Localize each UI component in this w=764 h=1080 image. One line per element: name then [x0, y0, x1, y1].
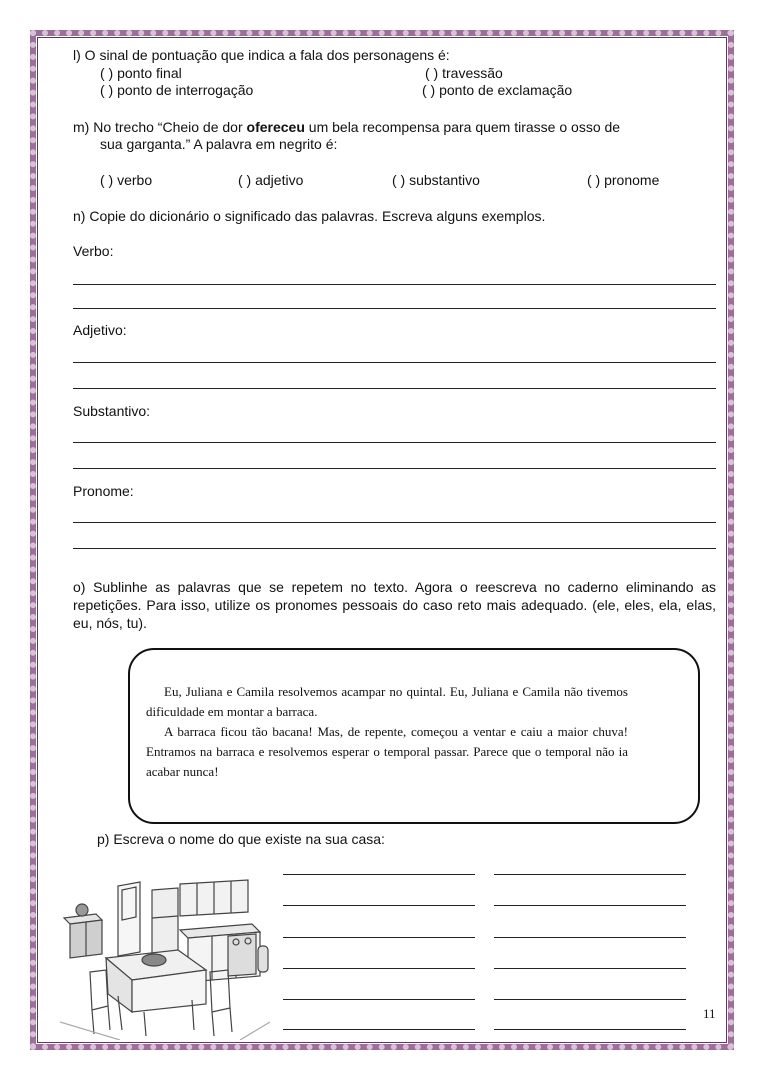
bold-word: ofereceu: [246, 119, 305, 135]
answer-blank[interactable]: [283, 968, 475, 969]
page-number: 11: [703, 1006, 716, 1021]
question-m: [73, 119, 716, 136]
option-substantivo[interactable]: ( ) substantivo: [392, 172, 480, 188]
writing-line[interactable]: [73, 468, 716, 469]
writing-line[interactable]: [73, 362, 716, 363]
option-ponto-interrogacao[interactable]: ( ) ponto de interrogação: [100, 82, 254, 98]
question-n: n) Copie do dicionário o significado das palavras. Escreva alguns exemplos.: [73, 208, 546, 224]
writing-line[interactable]: [73, 548, 716, 549]
answer-blank[interactable]: [494, 905, 686, 906]
answer-blank[interactable]: [494, 1029, 686, 1030]
question-m-line2: sua garganta.” A palavra em negrito é:: [100, 136, 338, 152]
label-substantivo: Substantivo:: [73, 403, 151, 419]
label-verbo: Verbo:: [73, 243, 114, 259]
writing-line[interactable]: [73, 388, 716, 389]
label-adjetivo: Adjetivo:: [73, 322, 127, 338]
option-verbo[interactable]: ( ) verbo: [100, 172, 153, 188]
story-paragraph-1: Eu, Juliana e Camila resolvemos acampar no quintal. Eu, Juliana e Camila não tivemos dificuldade em montar a barraca.: [146, 684, 628, 719]
writing-line[interactable]: [73, 284, 716, 285]
answer-blank[interactable]: [283, 999, 475, 1000]
answer-blank[interactable]: [283, 905, 475, 906]
story-text: [146, 682, 628, 782]
answer-blank[interactable]: [283, 1029, 475, 1030]
answer-blank[interactable]: [283, 937, 475, 938]
writing-line[interactable]: [73, 308, 716, 309]
option-pronome[interactable]: ( ) pronome: [587, 172, 660, 188]
option-ponto-final[interactable]: ( ) ponto final: [100, 65, 182, 81]
answer-blank[interactable]: [494, 937, 686, 938]
answer-blank[interactable]: [494, 968, 686, 969]
label-pronome: Pronome:: [73, 483, 134, 499]
question-m-text-after: um bela recompensa para quem tirasse o osso de: [304, 119, 621, 135]
question-m-text-before: m) No trecho “Cheio de dor: [73, 119, 247, 135]
writing-line[interactable]: [73, 442, 716, 443]
option-ponto-exclamacao[interactable]: ( ) ponto de exclamação: [422, 82, 573, 98]
kitchen-illustration: [60, 872, 270, 1040]
option-adjetivo[interactable]: ( ) adjetivo: [238, 172, 304, 188]
option-travessao[interactable]: ( ) travessão: [425, 65, 503, 81]
answer-blank[interactable]: [494, 874, 686, 875]
question-p: p) Escreva o nome do que existe na sua casa:: [97, 831, 385, 847]
answer-blank[interactable]: [494, 999, 686, 1000]
story-paragraph-2: A barraca ficou tão bacana! Mas, de repente, começou a ventar e caiu a maior chuva! Entramos na barraca e resolvemos esperar o temporal passar. Parece que o temporal não ia acabar nunca!: [146, 724, 628, 779]
writing-line[interactable]: [73, 522, 716, 523]
question-l: l) O sinal de pontuação que indica a fala dos personagens é:: [73, 47, 450, 63]
question-o: o) Sublinhe as palavras que se repetem no texto. Agora o reescreva no caderno eliminando as repetições. Para isso, utilize os pronomes pessoais do caso reto mais adequado. (ele, eles, ela, elas, eu, nós, tu).: [73, 579, 716, 631]
answer-blank[interactable]: [283, 874, 475, 875]
